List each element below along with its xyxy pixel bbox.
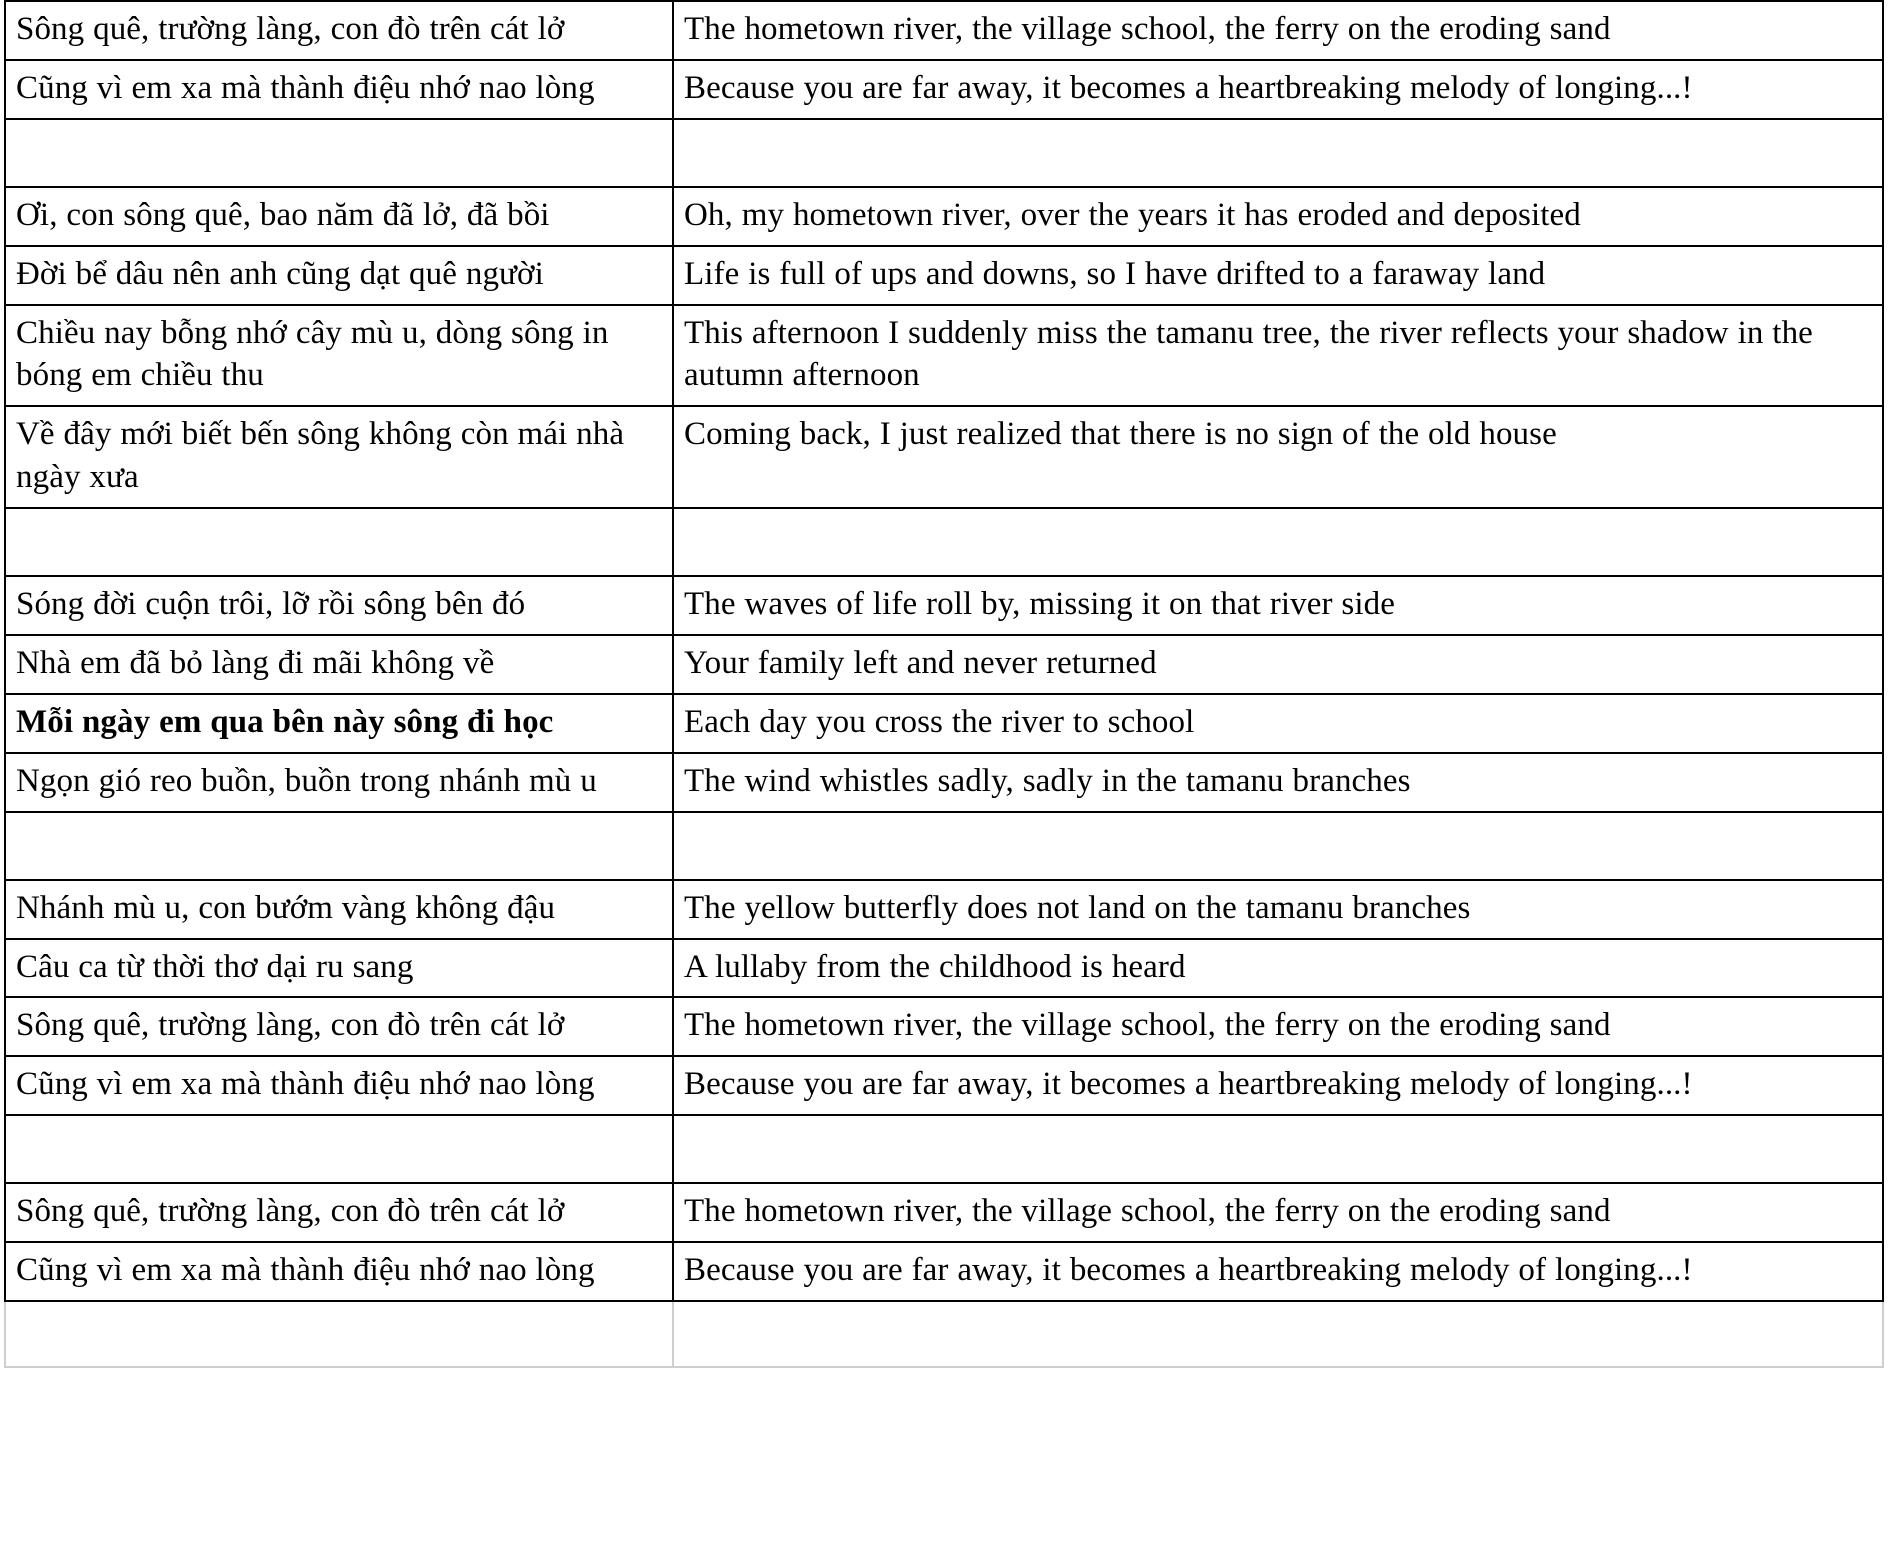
source-text: Chiều nay bỗng nhớ cây mù u, dòng sông in bóng em chiều thu	[16, 314, 609, 394]
target-cell	[673, 119, 1883, 187]
source-text	[16, 126, 662, 166]
target-cell	[673, 1242, 1883, 1301]
table-row	[5, 406, 1883, 508]
target-text: The hometown river, the village school, the ferry on the eroding sand	[684, 1193, 1611, 1230]
source-text	[16, 515, 662, 555]
table-row	[5, 997, 1883, 1056]
source-text: Sông quê, trường làng, con đò trên cát lở	[16, 11, 565, 47]
table-row	[5, 1301, 1883, 1367]
source-text: Mỗi ngày em qua bên này sông đi học	[16, 703, 554, 740]
table-row	[5, 576, 1883, 635]
table-row	[5, 753, 1883, 812]
table-row	[5, 812, 1883, 880]
table-row	[5, 1056, 1883, 1115]
source-cell	[5, 576, 673, 635]
target-text: The waves of life roll by, missing it on that river side	[684, 586, 1395, 623]
source-text: Về đây mới biết bến sông không còn mái nhà ngày xưa	[16, 416, 625, 496]
source-cell	[5, 812, 673, 880]
source-text: Câu ca từ thời thơ dại ru sang	[16, 948, 414, 985]
source-cell	[5, 119, 673, 187]
source-cell	[5, 508, 673, 576]
source-cell	[5, 187, 673, 246]
target-cell	[673, 305, 1883, 407]
source-text: Sóng đời cuộn trôi, lỡ rồi sông bên đó	[16, 586, 526, 623]
source-cell	[5, 1, 673, 60]
source-cell	[5, 635, 673, 694]
source-text: Sông quê, trường làng, con đò trên cát lở	[16, 1007, 565, 1044]
source-text	[16, 1122, 662, 1162]
source-text: Cũng vì em xa mà thành điệu nhớ nao lòng	[16, 1252, 595, 1289]
target-cell	[673, 880, 1883, 939]
target-text: Each day you cross the river to school	[684, 703, 1195, 740]
source-text: Đời bể dâu nên anh cũng dạt quê người	[16, 255, 544, 292]
source-text	[16, 819, 662, 859]
source-cell	[5, 694, 673, 753]
source-text	[16, 1308, 662, 1348]
target-cell	[673, 939, 1883, 998]
table-row	[5, 246, 1883, 305]
target-text: Because you are far away, it becomes a heartbreaking melody of longing...!	[684, 1252, 1693, 1289]
target-text	[684, 126, 1872, 166]
source-text: Nhà em đã bỏ làng đi mãi không về	[16, 645, 495, 682]
target-text	[684, 515, 1872, 555]
table-row	[5, 305, 1883, 407]
table-row	[5, 694, 1883, 753]
source-text: Ngọn gió reo buồn, buồn trong nhánh mù u	[16, 762, 597, 799]
table-row	[5, 119, 1883, 187]
target-cell	[673, 694, 1883, 753]
source-cell	[5, 997, 673, 1056]
source-cell	[5, 1183, 673, 1242]
target-text: Because you are far away, it becomes a heartbreaking melody of longing...!	[684, 1066, 1693, 1103]
target-cell	[673, 1183, 1883, 1242]
source-cell	[5, 1115, 673, 1183]
target-cell	[673, 1056, 1883, 1115]
source-text: Nhánh mù u, con bướm vàng không đậu	[16, 889, 556, 926]
table-row	[5, 1115, 1883, 1183]
target-cell	[673, 635, 1883, 694]
target-cell	[673, 246, 1883, 305]
target-text: The wind whistles sadly, sadly in the tamanu branches	[684, 762, 1411, 799]
source-cell	[5, 1242, 673, 1301]
target-text: The hometown river, the village school, the ferry on the eroding sand	[684, 11, 1611, 47]
source-text: Sông quê, trường làng, con đò trên cát lở	[16, 1193, 565, 1230]
target-cell	[673, 60, 1883, 119]
table-row	[5, 508, 1883, 576]
target-text: Coming back, I just realized that there is no sign of the old house	[684, 416, 1557, 453]
target-text: This afternoon I suddenly miss the tamanu tree, the river reflects your shadow in the autumn afternoon	[684, 314, 1813, 394]
target-text	[684, 1122, 1872, 1162]
target-text: Life is full of ups and downs, so I have drifted to a faraway land	[684, 255, 1546, 292]
target-text: Oh, my hometown river, over the years it has eroded and deposited	[684, 196, 1581, 233]
table-row	[5, 60, 1883, 119]
table-row	[5, 635, 1883, 694]
source-cell	[5, 939, 673, 998]
target-cell	[673, 508, 1883, 576]
target-cell	[673, 187, 1883, 246]
target-cell	[673, 576, 1883, 635]
target-cell	[673, 1, 1883, 60]
target-cell	[673, 1301, 1883, 1367]
table-body	[5, 1, 1883, 1367]
target-text: The yellow butterfly does not land on the tamanu branches	[684, 889, 1471, 926]
source-text: Cũng vì em xa mà thành điệu nhớ nao lòng	[16, 69, 595, 106]
table-row	[5, 1, 1883, 60]
target-cell	[673, 812, 1883, 880]
source-text: Cũng vì em xa mà thành điệu nhớ nao lòng	[16, 1066, 595, 1103]
source-cell	[5, 60, 673, 119]
source-cell	[5, 406, 673, 508]
target-cell	[673, 406, 1883, 508]
table-row	[5, 1183, 1883, 1242]
source-cell	[5, 753, 673, 812]
table-row	[5, 880, 1883, 939]
target-text: A lullaby from the childhood is heard	[684, 948, 1186, 985]
target-text	[684, 819, 1872, 859]
source-text: Ơi, con sông quê, bao năm đã lở, đã bồi	[16, 196, 550, 233]
source-cell	[5, 880, 673, 939]
bilingual-translation-table	[4, 0, 1884, 1368]
source-cell	[5, 1301, 673, 1367]
table-row	[5, 1242, 1883, 1301]
target-cell	[673, 997, 1883, 1056]
source-cell	[5, 246, 673, 305]
target-text: Your family left and never returned	[684, 645, 1157, 682]
target-cell	[673, 753, 1883, 812]
target-text	[684, 1308, 1872, 1348]
target-text: The hometown river, the village school, the ferry on the eroding sand	[684, 1007, 1611, 1044]
source-cell	[5, 1056, 673, 1115]
target-cell	[673, 1115, 1883, 1183]
table-row	[5, 187, 1883, 246]
source-cell	[5, 305, 673, 407]
table-row	[5, 939, 1883, 998]
target-text: Because you are far away, it becomes a heartbreaking melody of longing...!	[684, 69, 1693, 106]
